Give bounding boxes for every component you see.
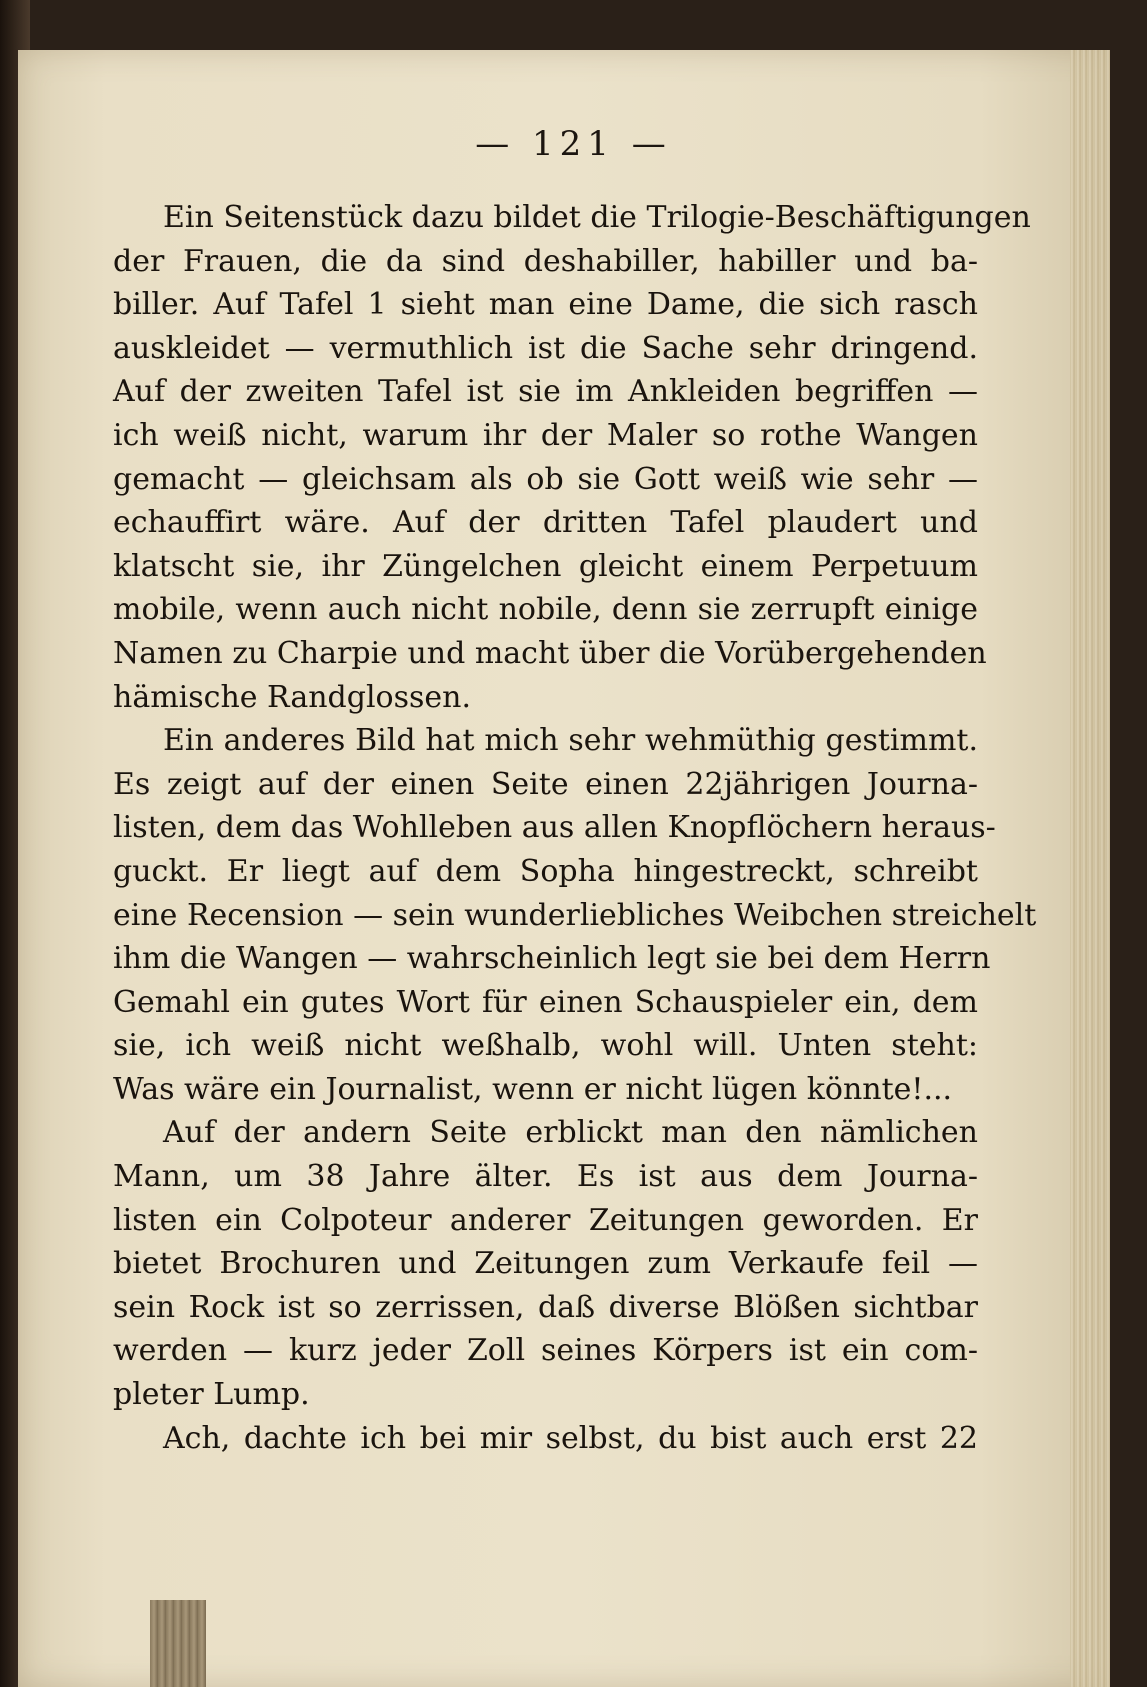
text-line: sein Rock ist so zerrissen, daß diverse Blößen sichtbar — [113, 1289, 978, 1325]
text-line: Ach, dachte ich bei mir selbst, du bist auch erst 22 — [163, 1420, 978, 1456]
bookmark-ribbon — [150, 1600, 206, 1687]
text-line: klatscht sie, ihr Züngelchen gleicht einem Perpetuum — [113, 548, 978, 584]
text-line: werden — kurz jeder Zoll seines Körpers ist ein com- — [113, 1333, 978, 1369]
text-line: sie, ich weiß nicht weßhalb, wohl will. Unten steht: — [113, 1028, 978, 1064]
text-line: Gemahl ein gutes Wort für einen Schauspieler ein, dem — [113, 984, 978, 1020]
text-line: listen ein Colpoteur anderer Zeitungen geworden. Er — [113, 1202, 978, 1238]
page-number: — 121 — — [475, 124, 672, 164]
text-line: ihm die Wangen — wahrscheinlich legt sie bei dem Herrn — [113, 941, 991, 977]
text-line: der Frauen, die da sind deshabiller, habiller und ba- — [113, 243, 978, 279]
page-edges — [1070, 50, 1110, 1687]
text-line: Mann, um 38 Jahre älter. Es ist aus dem Journa- — [113, 1159, 978, 1195]
text-line: pleter Lump. — [113, 1377, 310, 1413]
body-text — [113, 196, 1037, 1460]
text-line: Ein Seitenstück dazu bildet die Trilogie-Beschäftigungen — [163, 200, 1031, 235]
text-line: mobile, wenn auch nicht nobile, denn sie zerrupft einige — [113, 592, 978, 628]
text-line: Namen zu Charpie und macht über die Vorübergehenden — [113, 635, 987, 671]
text-line: hämische Randglossen. — [113, 679, 472, 715]
text-line: gemacht — gleichsam als ob sie Gott weiß wie sehr — — [113, 461, 978, 497]
text-line: eine Recension — sein wunderliebliches Weibchen streichelt — [113, 897, 1037, 933]
text-line: ich weiß nicht, warum ihr der Maler so rothe Wangen — [113, 417, 978, 453]
text-line: bietet Brochuren und Zeitungen zum Verkaufe feil — — [113, 1246, 978, 1282]
text-line: Was wäre ein Journalist, wenn er nicht lügen könnte!... — [113, 1071, 953, 1107]
text-line: biller. Auf Tafel 1 sieht man eine Dame, die sich rasch — [113, 287, 978, 323]
text-line: auskleidet — vermuthlich ist die Sache sehr dringend. — [113, 330, 978, 366]
text-line: Auf der zweiten Tafel ist sie im Ankleiden begriffen — — [113, 374, 978, 410]
text-line: Ein anderes Bild hat mich sehr wehmüthig gestimmt. — [163, 723, 978, 759]
text-line: echauffirt wäre. Auf der dritten Tafel plaudert und — [113, 505, 978, 541]
text-line: guckt. Er liegt auf dem Sopha hingestreckt, schreibt — [113, 853, 978, 889]
text-line: Auf der andern Seite erblickt man den nämlichen — [163, 1115, 978, 1151]
text-line: Es zeigt auf der einen Seite einen 22jährigen Journa- — [113, 766, 978, 802]
text-line: listen, dem das Wohlleben aus allen Knopflöchern heraus- — [113, 810, 996, 846]
